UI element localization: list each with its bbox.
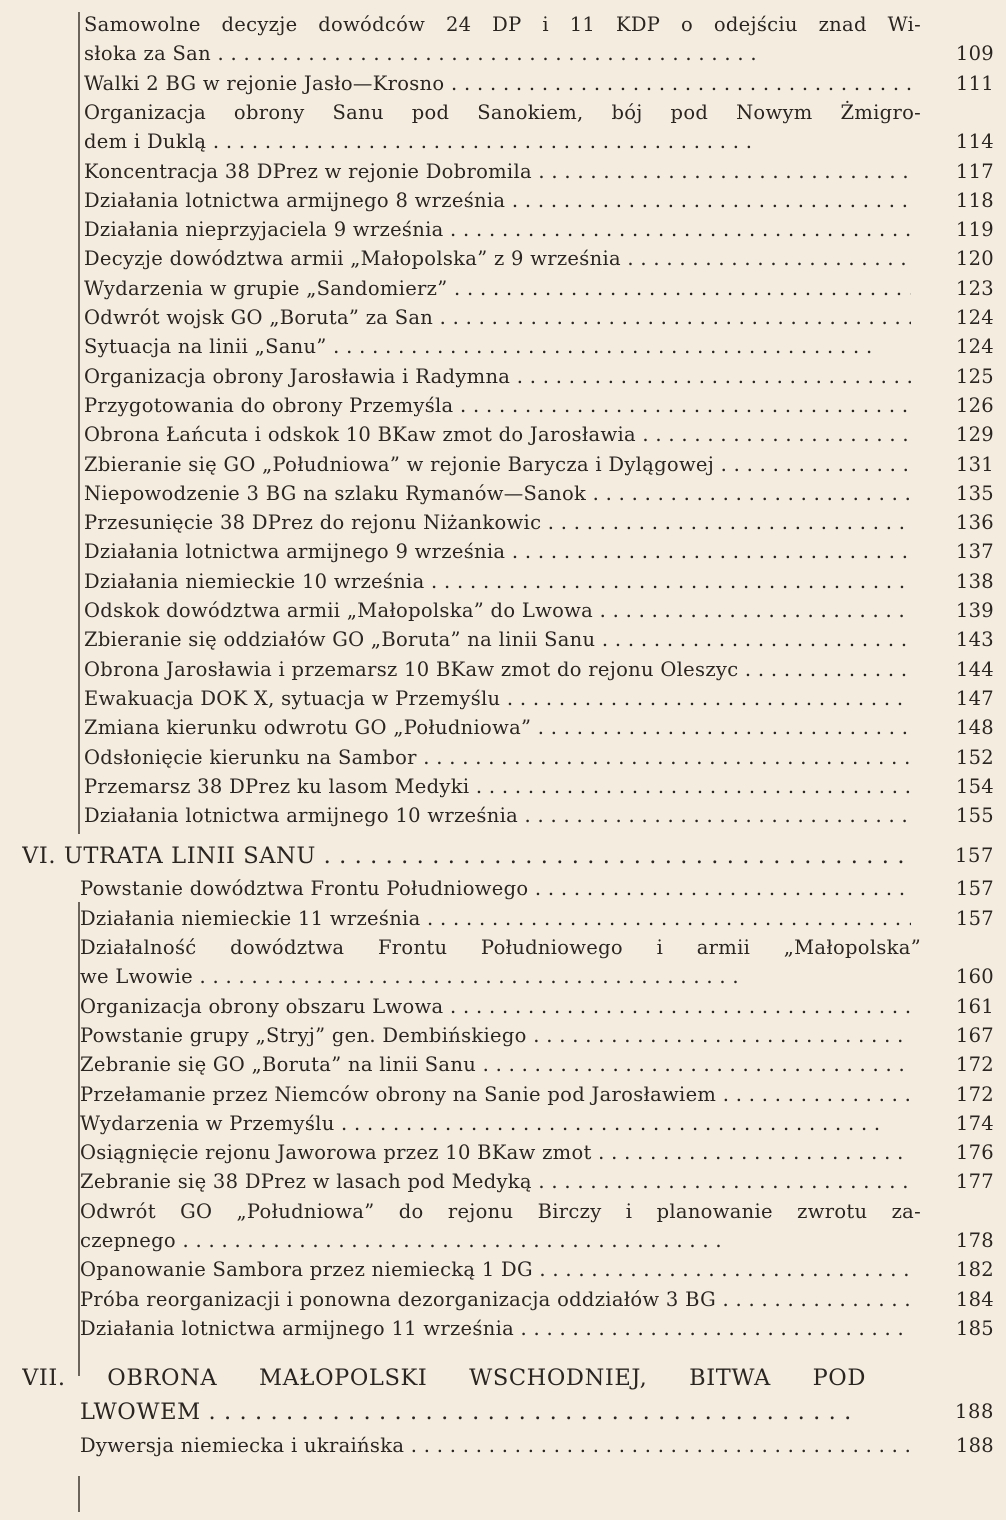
toc-entry <box>0 1167 1006 1196</box>
toc-entry-title <box>84 274 911 303</box>
page-number: 157 <box>955 906 994 930</box>
toc-entry-title-text: VII. OBRONA MAŁOPOLSKI WSCHODNIEJ, BITWA POD <box>22 1365 866 1392</box>
toc-entry-title-text: Działania nieprzyjaciela 9 września <box>84 218 444 242</box>
toc-entry-title-text: Odskok dowództwa armii „Małopolska” do Lwowa <box>84 599 594 622</box>
toc-entry-title <box>80 1138 911 1167</box>
page-number: 124 <box>955 306 994 329</box>
toc-entry <box>0 1080 1006 1109</box>
toc-entry-title <box>84 801 911 830</box>
dot-leader <box>541 511 911 534</box>
dot-leader <box>527 1024 911 1047</box>
toc-entry <box>0 743 1006 772</box>
toc-entry <box>0 537 1006 566</box>
page-number: 185 <box>955 1316 994 1340</box>
toc-entry-title-text: Decyzje dowództwa armii „Małopolska” z 9 września <box>84 247 621 271</box>
toc-entry-title-text: Organizacja obrony Jarosławia i Radymna <box>84 364 511 388</box>
toc-entry-title <box>84 420 911 449</box>
toc-entry-title <box>80 1109 911 1138</box>
page-number: 160 <box>955 965 994 989</box>
toc-entry-title-text: Działania lotnictwa armijnego 10 września <box>84 804 519 828</box>
dot-leader <box>593 599 911 622</box>
page-number: 155 <box>955 804 994 828</box>
toc-entry-title <box>80 1285 911 1314</box>
toc-entry <box>0 567 1006 596</box>
page-number: 161 <box>955 994 994 1018</box>
dot-leader <box>514 1317 911 1340</box>
toc-entry <box>0 904 1006 933</box>
toc-entry-title <box>84 244 911 273</box>
page-number: 109 <box>955 42 994 66</box>
page-number: 117 <box>955 159 994 183</box>
toc-entry-title-text: Sytuacja na linii „Sanu” <box>84 335 327 359</box>
toc-entry <box>0 420 1006 449</box>
toc-entry-title-text: VI. UTRATA LINII SANU <box>22 843 316 870</box>
toc-entry-title <box>84 625 911 654</box>
toc-entry <box>0 801 1006 830</box>
toc-entry <box>0 157 1006 186</box>
toc-entry-title <box>22 840 911 872</box>
page-number: 137 <box>955 540 994 564</box>
toc-entry <box>0 772 1006 801</box>
toc-entry-title-text: Przemarsz 38 DPrez ku lasom Medyki <box>84 774 470 798</box>
dot-leader <box>505 189 911 212</box>
toc-entry <box>0 874 1006 903</box>
page-number: 136 <box>955 511 994 535</box>
toc-entry <box>0 274 1006 303</box>
page-number: 188 <box>954 1400 994 1424</box>
page-number: 139 <box>955 599 994 622</box>
page-number: 174 <box>955 1111 994 1135</box>
toc-entry-title-continued <box>84 39 911 68</box>
dot-leader <box>518 804 911 827</box>
dot-leader <box>592 1141 911 1164</box>
toc-entry <box>0 508 1006 537</box>
toc-entry-title <box>80 904 911 933</box>
dot-leader <box>533 1258 911 1281</box>
toc-entry <box>0 215 1006 244</box>
page-number: 152 <box>955 745 994 769</box>
dot-leader <box>714 453 911 476</box>
toc-entry-title-text: Działania niemieckie 11 września <box>80 906 421 930</box>
toc-entry-title <box>84 684 911 713</box>
toc-entry-title <box>80 933 921 962</box>
toc-entry <box>0 98 1006 157</box>
toc-entry-title <box>80 1255 911 1284</box>
toc-entry-title-text: Wydarzenia w grupie „Sandomierz” <box>84 276 448 300</box>
dot-leader <box>193 965 739 988</box>
page-number: 143 <box>955 628 994 652</box>
toc-entry-title-text: Ewakuacja DOK X, sytuacja w Przemyślu <box>84 686 501 710</box>
dot-leader <box>528 877 911 900</box>
toc-entry-title-text: Przesunięcie 38 DPrez do rejonu Niżankowic <box>84 511 542 535</box>
toc-entry-title <box>84 713 911 742</box>
page-number: 119 <box>955 218 994 242</box>
dot-leader <box>417 746 911 769</box>
toc-entry-title-text: Zbieranie się oddziałów GO „Boruta” na linii Sanu <box>84 628 596 652</box>
toc-entry <box>0 1109 1006 1138</box>
toc-entry <box>0 362 1006 391</box>
toc-entry <box>0 596 1006 625</box>
dot-leader <box>595 628 911 651</box>
toc-entry-title-continued <box>80 1226 911 1255</box>
dot-leader <box>433 306 911 329</box>
toc-entry <box>0 69 1006 98</box>
toc-entry-title-text: Walki 2 BG w rejonie Jasło—Krosno <box>84 71 445 95</box>
toc-entry <box>0 391 1006 420</box>
toc-entry-title <box>84 567 911 596</box>
page-number: 172 <box>955 1053 994 1077</box>
dot-leader <box>201 1399 852 1425</box>
dot-leader <box>444 72 911 95</box>
dot-leader <box>738 658 911 681</box>
page-number: 125 <box>955 364 994 388</box>
toc-entry-title-continued-text: czepnego <box>80 1228 176 1252</box>
page-number: 138 <box>955 569 994 593</box>
toc-entry <box>0 332 1006 361</box>
toc-entry-title-text: Samowolne decyzje dowódców 24 DP i 11 KDP o odejściu znad Wi- <box>84 13 921 36</box>
toc-entry <box>0 1314 1006 1343</box>
page-number: 178 <box>955 1228 994 1252</box>
dot-leader <box>444 218 911 241</box>
toc-entry-title-text: Próba reorganizacji i ponowna dezorganizacja oddziałów 3 BG <box>80 1287 716 1311</box>
toc-entry-title <box>84 10 921 39</box>
toc-entry-title-text: Działalność dowództwa Frontu Południowego i armii „Małopolska” <box>80 936 921 959</box>
toc-entry-title <box>84 655 911 684</box>
toc-entry-title <box>80 1197 921 1226</box>
page-number: 124 <box>955 335 994 359</box>
dot-leader <box>453 394 911 417</box>
page-number: 123 <box>955 276 994 300</box>
toc-entry-title-text: Dywersja niemiecka i ukraińska <box>80 1434 405 1458</box>
toc-entry <box>0 450 1006 479</box>
toc-entry-title-text: Organizacja obrony Sanu pod Sanokiem, bój pod Nowym Żmigro- <box>84 100 921 124</box>
toc-entry-title <box>84 362 911 391</box>
page-number: 148 <box>955 716 994 740</box>
toc-entry-title-text: Niepowodzenie 3 BG na szlaku Rymanów—Sanok <box>84 481 587 505</box>
toc-entry-title <box>80 1080 911 1109</box>
toc-entry-title <box>84 391 911 420</box>
toc-entry <box>0 1255 1006 1284</box>
toc-entry-title <box>84 215 911 244</box>
page-number: 182 <box>955 1258 994 1282</box>
dot-leader <box>206 130 752 153</box>
dot-leader <box>335 1112 881 1135</box>
toc-entry-title <box>22 1361 866 1395</box>
toc-entry-title-continued-text: dem i Duklą <box>84 130 207 154</box>
toc-entry-title <box>84 186 911 215</box>
toc-entry-title <box>84 508 911 537</box>
toc-entry-title-text: Działania lotnictwa armijnego 11 września <box>80 1316 515 1340</box>
toc-entry-title <box>80 1431 911 1460</box>
page-number: 131 <box>955 452 994 476</box>
toc-entry-title <box>80 1050 911 1079</box>
margin-rule-3 <box>78 1476 80 1512</box>
toc-entry-title-text: Odsłonięcie kierunku na Sambor <box>84 745 417 769</box>
page-number: 135 <box>955 481 994 505</box>
dot-leader <box>316 843 911 869</box>
toc-entry-title-text: Przełamanie przez Niemców obrony na Sanie pod Jarosławiem <box>80 1082 717 1106</box>
toc-entry-title <box>80 1167 911 1196</box>
toc-entry <box>0 1285 1006 1314</box>
toc-entry <box>0 933 1006 992</box>
dot-leader <box>448 277 911 300</box>
page-number: 157 <box>955 877 994 901</box>
toc-entry <box>0 655 1006 684</box>
toc-entry-title <box>84 69 911 98</box>
toc-entry-title-text: Wydarzenia w Przemyślu <box>80 1111 335 1135</box>
toc-entry-title <box>80 1021 911 1050</box>
toc-entry-title-continued-text: we Lwowie <box>80 965 193 989</box>
page-number: 147 <box>955 686 994 710</box>
toc-entry-title-text: Zmiana kierunku odwrotu GO „Południowa” <box>84 716 532 740</box>
page-number: 120 <box>955 247 994 271</box>
dot-leader <box>476 1053 911 1076</box>
dot-leader <box>532 1170 911 1193</box>
toc-entry-title <box>84 479 911 508</box>
toc-entry-title-text: Działania lotnictwa armijnego 9 września <box>84 540 506 564</box>
dot-leader <box>421 907 911 930</box>
toc-entry-title-continued <box>84 127 911 156</box>
toc-entry-title-text: Opanowanie Sambora przez niemiecką 1 DG <box>80 1258 533 1282</box>
toc-entry-title-text: Działania niemieckie 10 września <box>84 569 425 593</box>
page-number: 144 <box>955 657 994 681</box>
page-number: 177 <box>955 1170 994 1194</box>
page-number: 157 <box>954 844 994 868</box>
dot-leader <box>404 1434 911 1457</box>
toc-entry-title <box>80 874 911 903</box>
toc-entry <box>0 303 1006 332</box>
toc-entry-title-text: Koncentracja 38 DPrez w rejonie Dobromila <box>84 159 532 183</box>
toc-entry-title-text: Odwrót GO „Południowa” do rejonu Birczy i planowanie zwrotu za- <box>80 1199 921 1223</box>
toc-entry-title-continued <box>80 962 911 991</box>
chapter-heading <box>0 1361 1006 1429</box>
toc-entry <box>0 684 1006 713</box>
toc-entry-title <box>84 772 911 801</box>
dot-leader <box>176 1229 722 1252</box>
toc-entry-title-text: Działania lotnictwa armijnego 8 września <box>84 188 506 212</box>
toc-entry-title-continued <box>80 1395 911 1429</box>
toc-entry-title-text: Obrona Jarosławia i przemarsz 10 BKaw zmot do rejonu Oleszyc <box>84 657 739 681</box>
toc-entry-title <box>80 992 911 1021</box>
dot-leader <box>443 995 911 1018</box>
toc-entry <box>0 625 1006 654</box>
dot-leader <box>425 570 911 593</box>
toc-entry-title <box>84 596 911 625</box>
toc-entry-title-text: Obrona Łańcuta i odskok 10 BKaw zmot do Jarosławia <box>84 423 636 447</box>
dot-leader <box>716 1083 911 1106</box>
page-number: 172 <box>955 1082 994 1106</box>
page-number: 129 <box>955 423 994 447</box>
page-number: 188 <box>955 1434 994 1458</box>
toc-entry-title <box>84 332 911 361</box>
toc-entry-title-text: Powstanie dowództwa Frontu Południowego <box>80 877 529 901</box>
toc-entry <box>0 10 1006 69</box>
toc-entry <box>0 1021 1006 1050</box>
page-number: 176 <box>955 1141 994 1165</box>
toc-entry-title-text: Zebranie się GO „Boruta” na linii Sanu <box>80 1053 477 1077</box>
toc-entry-title <box>84 157 911 186</box>
toc-entry-title-text: Odwrót wojsk GO „Boruta” za San <box>84 306 434 329</box>
dot-leader <box>327 335 873 358</box>
toc-entry <box>0 713 1006 742</box>
dot-leader <box>532 160 911 183</box>
dot-leader <box>500 687 911 710</box>
toc-entry-title-continued-text: LWOWEM <box>80 1399 201 1426</box>
page-number: 126 <box>955 393 994 417</box>
toc-entry-title <box>84 537 911 566</box>
toc-entry-title-continued-text: słoka za San <box>84 42 211 66</box>
page-number: 154 <box>955 774 994 798</box>
dot-leader <box>469 775 911 798</box>
dot-leader <box>636 423 911 446</box>
dot-leader <box>510 365 911 388</box>
toc-entry <box>0 1138 1006 1167</box>
toc-entry-title-text: Powstanie grupy „Stryj” gen. Dembińskiego <box>80 1023 527 1047</box>
toc-entry-title-text: Zbieranie się GO „Południowa” w rejonie Barycza i Dylągowej <box>84 452 715 476</box>
toc-entry-title <box>84 303 911 332</box>
toc-entry-title-text: Osiągnięcie rejonu Jaworowa przez 10 BKaw zmot <box>80 1141 592 1165</box>
toc-entry <box>0 1431 1006 1460</box>
toc-entry-title <box>80 1314 911 1343</box>
toc-entry-title-text: Zebranie się 38 DPrez w lasach pod Medyką <box>80 1170 532 1194</box>
dot-leader <box>531 716 911 739</box>
dot-leader <box>621 247 911 270</box>
page-number: 167 <box>955 1023 994 1047</box>
page-number: 111 <box>955 71 994 95</box>
toc-entry <box>0 992 1006 1021</box>
toc-entry-title <box>84 743 911 772</box>
chapter-heading <box>0 840 1006 872</box>
toc-entry <box>0 186 1006 215</box>
dot-leader <box>505 540 911 563</box>
page-number: 114 <box>955 130 994 154</box>
toc-entry <box>0 1050 1006 1079</box>
toc-entry <box>0 479 1006 508</box>
toc-entry-title-text: Organizacja obrony obszaru Lwowa <box>80 994 444 1018</box>
dot-leader <box>716 1288 911 1311</box>
toc-entry <box>0 1197 1006 1256</box>
dot-leader <box>586 482 911 505</box>
page-number: 118 <box>955 188 994 212</box>
toc-entry-title-text: Przygotowania do obrony Przemyśla <box>84 393 454 417</box>
toc-entry <box>0 244 1006 273</box>
dot-leader <box>211 42 757 65</box>
page-number: 184 <box>955 1287 994 1311</box>
toc-entry-title <box>84 450 911 479</box>
toc-entry-title <box>84 98 921 127</box>
